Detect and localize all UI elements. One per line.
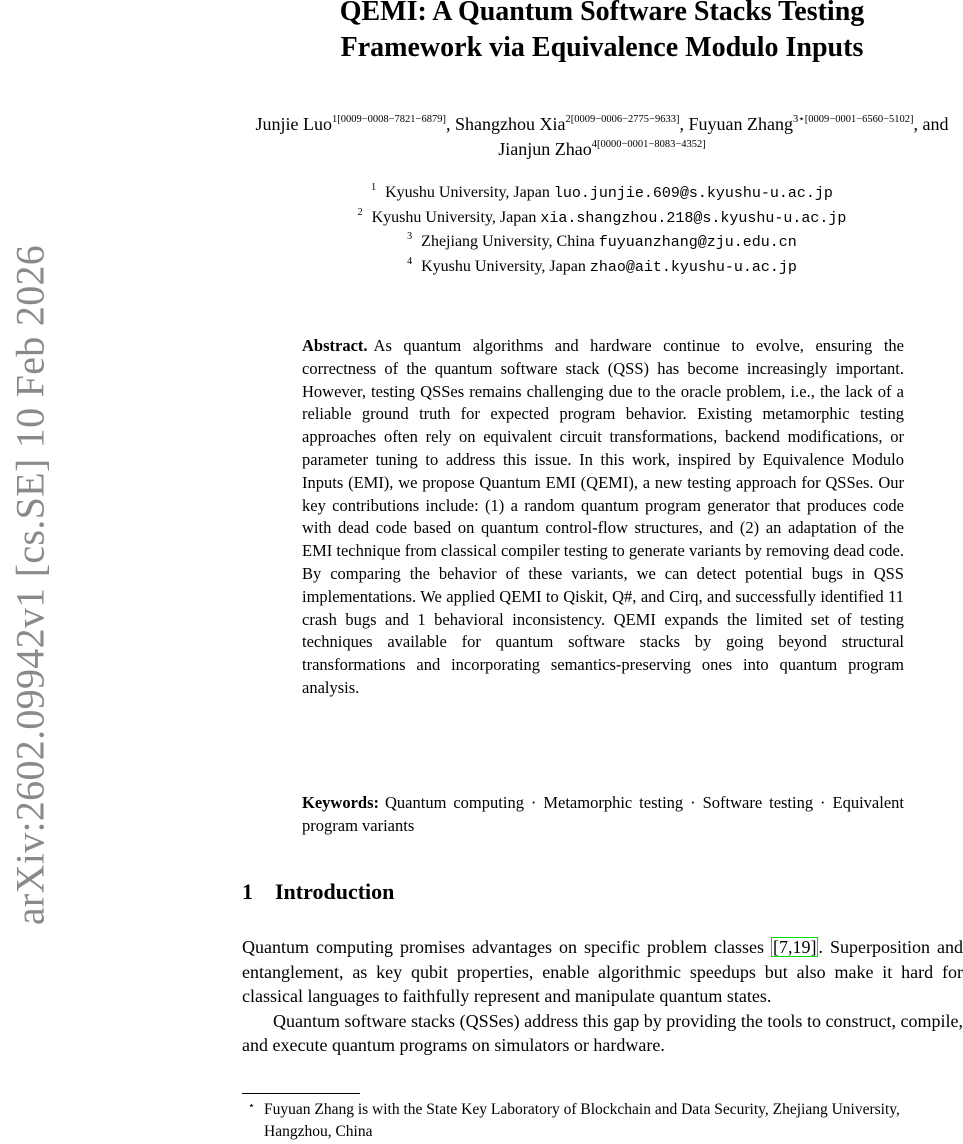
affiliation-email: xia.shangzhou.218@s.kyushu-u.ac.jp [540, 209, 847, 227]
author-superscript: 1[0009−0008−7821−6879] [331, 114, 446, 125]
affiliation-item [242, 255, 962, 280]
footnote-text: Fuyuan Zhang is with the State Key Laboratory of Blockchain and Data Security, Zhejiang University, Hangzhou, China [264, 1101, 900, 1140]
affiliation-institution: Kyushu University, Japan [371, 208, 537, 226]
author-name: Junjie Luo [255, 114, 332, 134]
affiliation-email: zhao@ait.kyushu-u.ac.jp [589, 258, 797, 276]
keywords-text: Quantum computing · Metamorphic testing · Software testing · Equivalent program variants [302, 793, 904, 835]
author-list [242, 112, 962, 162]
citation-link[interactable]: [7,19] [772, 937, 817, 957]
footnote [248, 1099, 963, 1143]
author-superscript: 4[0000−0001−8083−4352] [591, 139, 706, 150]
abstract [302, 335, 904, 700]
paragraph: Quantum software stacks (QSSes) address this gap by providing the tools to construct, compile, and execute quantum programs on simulators or hardware. [242, 1010, 963, 1055]
paragraph-text: . Superposition and entanglement, as key qubit properties, enable algorithmic speedups but also make it hard for classical languages to faithfully represent and manipulate quantum states. [242, 937, 963, 1006]
author-name: Jianjun Zhao [498, 139, 592, 159]
title-line-1: QEMI: A Quantum Software Stacks Testing [339, 0, 865, 27]
affiliation-number: 4 [407, 255, 413, 267]
author-separator: , and [913, 114, 949, 134]
paragraph-text: Quantum computing promises advantages on specific problem classes [242, 937, 771, 957]
paragraph [242, 935, 963, 1009]
title-line-2: Framework via Equivalence Modulo Inputs [340, 32, 864, 63]
affiliation-number: 3 [407, 231, 413, 242]
paper-title [242, 0, 962, 66]
affiliation-item [242, 230, 962, 255]
author-separator: , [445, 114, 455, 134]
affiliation-number: 2 [357, 206, 363, 218]
keywords-label: Keywords: [302, 793, 379, 812]
affiliation-item [242, 206, 962, 231]
section-title: Introduction [275, 879, 395, 904]
author-superscript: 2[0009−0006−2775−9633] [565, 114, 680, 125]
affiliation-institution: Kyushu University, Japan [385, 184, 550, 201]
arxiv-identifier: arXiv:2602.09942v1 [cs.SE] 10 Feb 2026 [7, 244, 53, 926]
affiliation-email: fuyuanzhang@zju.edu.cn [598, 234, 797, 251]
author-name: Fuyuan Zhang [688, 114, 793, 134]
keywords [302, 792, 904, 838]
abstract-text: As quantum algorithms and hardware continue to evolve, ensuring the correctness of the quantum software stack (QSS) has become increasingly important. However, testing QSSes remains challenging due to the oracle problem, i.e., the lack of a reliable ground truth for expected program behavior. Existing metamorphic testing approaches often rely on equivalent circuit transformations, backend modifications, or parameter tuning to address this issue. In this work, inspired by Equivalence Modulo Inputs (EMI), we propose Quantum EMI (QEMI), a new testing approach for QSSes. Our key contributions include: (1) a random quantum program generator that produces code with dead code based on quantum control-flow structures, and (2) an adaptation of the EMI technique from classical compiler testing to generate variants by removing dead code. By comparing the behavior of these variants, we can detect potential bugs in QSS implementations. We applied QEMI to Qiskit, Q#, and Cirq, and successfully identified 11 crash bugs and 1 behavioral inconsistency. QEMI expands the limited set of testing techniques available for quantum software stacks by going beyond structural transformations and incorporating semantics-preserving ones into quantum program analysis. [302, 336, 904, 697]
author-name: Shangzhou Xia [454, 114, 566, 134]
footnote-divider [242, 1093, 360, 1094]
author-separator: , [679, 114, 689, 134]
footnote-mark: ⋆ [248, 1100, 255, 1112]
affiliation-email: luo.junjie.609@s.kyushu-u.ac.jp [553, 185, 833, 202]
section-heading [242, 879, 394, 905]
affiliation-number: 1 [371, 182, 377, 193]
affiliation-list [242, 181, 962, 279]
introduction-body [242, 935, 963, 1058]
affiliation-item [242, 181, 962, 206]
section-number: 1 [242, 879, 253, 904]
affiliation-institution: Kyushu University, Japan [421, 257, 586, 275]
abstract-label: Abstract. [302, 336, 368, 355]
author-superscript: 3⋆[0009−0001−6560−5102] [792, 114, 914, 125]
affiliation-institution: Zhejiang University, China [421, 233, 595, 250]
